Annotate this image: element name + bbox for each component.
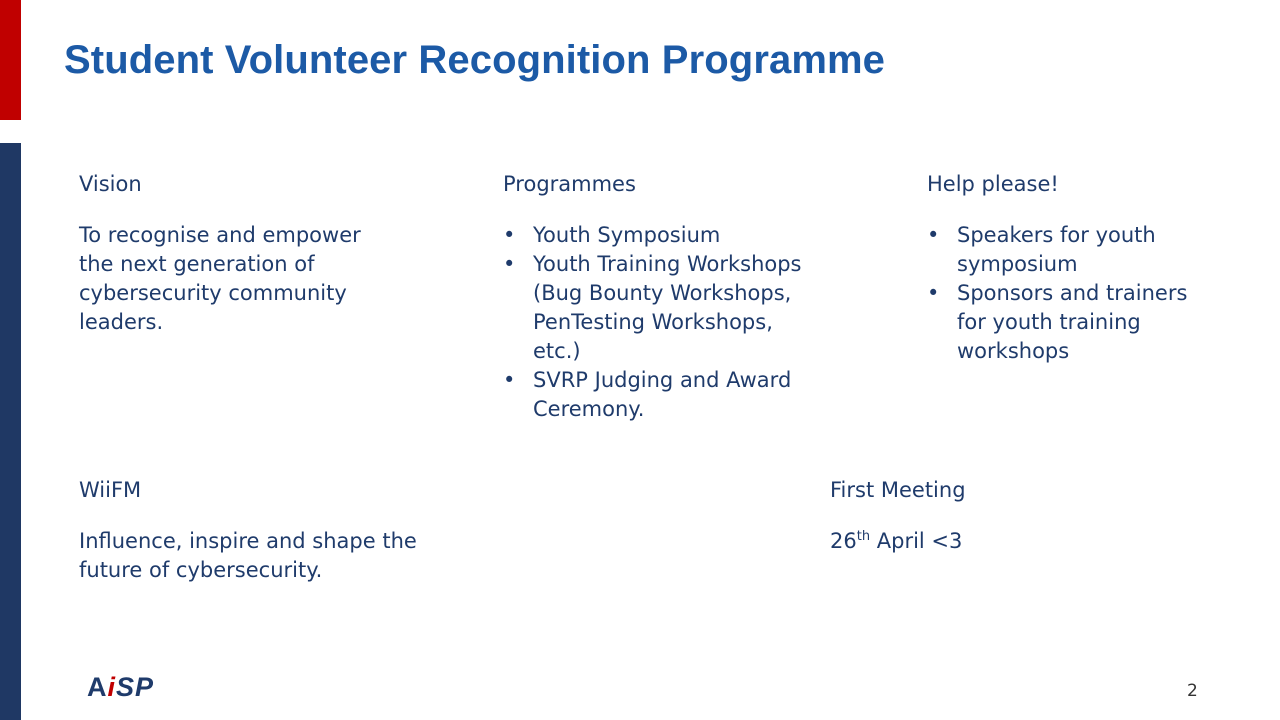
vision-heading: Vision [79, 172, 142, 196]
wiifm-text: Influence, inspire and shape the future of cybersecurity. [79, 529, 417, 582]
help-list [927, 221, 1197, 366]
wiifm-heading: WiiFM [79, 478, 142, 502]
bullet-icon: • [927, 281, 940, 305]
list-item: • Sponsors and trainers for youth training workshops [927, 281, 1188, 363]
programmes-heading: Programmes [503, 172, 636, 196]
help-heading: Help please! [927, 172, 1059, 196]
list-item: • Youth Training Workshops (Bug Bounty Workshops, PenTesting Workshops, etc.) [503, 252, 802, 363]
bullet-icon: • [503, 368, 516, 392]
vision-text: To recognise and empower the next generation of cybersecurity community leaders. [79, 223, 361, 334]
red-accent-bar [0, 0, 21, 120]
aisp-logo: AiSP [87, 672, 155, 702]
bullet-icon: • [503, 252, 516, 276]
navy-side-bar [0, 143, 21, 720]
slide-title: Student Volunteer Recognition Programme [64, 38, 886, 82]
vision-section [79, 170, 389, 337]
page-number: 2 [1187, 681, 1198, 701]
bullet-icon: • [503, 223, 516, 247]
programmes-section [503, 170, 803, 424]
wiifm-section [79, 476, 429, 585]
meeting-date: 26th April <3 [830, 529, 963, 553]
meeting-heading: First Meeting [830, 478, 966, 502]
bullet-icon: • [927, 223, 940, 247]
list-item: • Youth Symposium [503, 221, 803, 250]
list-item: • SVRP Judging and Award Ceremony. [503, 368, 792, 421]
programmes-list [503, 221, 803, 424]
list-item: • Speakers for youth symposium [927, 223, 1156, 276]
meeting-section [830, 476, 1130, 556]
help-section [927, 170, 1197, 366]
